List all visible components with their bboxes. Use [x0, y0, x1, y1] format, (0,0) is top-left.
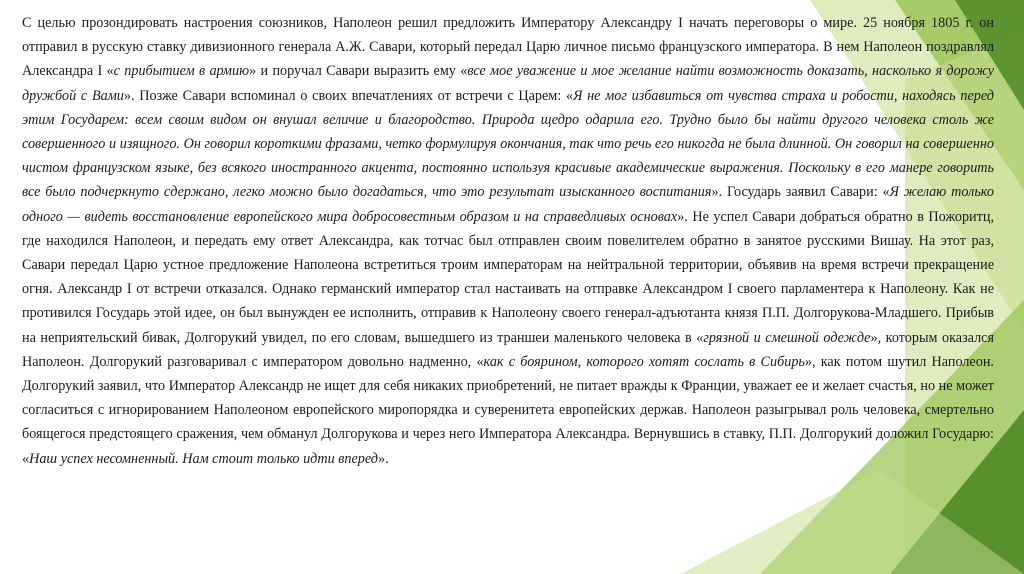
quote-segment: Я желаю только одного — видеть восстановление европейского мира добросовестным образом и на справедливых основах [22, 184, 994, 225]
text-segment: » и поручал Савари выразить ему « [249, 63, 468, 80]
quote-segment: грязной и смешной одежде [703, 329, 871, 346]
text-segment: », как потом шутил Наполеон. Долгорукий заявил, что Император Александр не ищет для себя никаких приобретений, не питает вражды к Франции, уважает ее и желает счастья, но не может согласиться с игнорированием Наполеоном европейского миропорядка и суверенитета европейских держав. Наполеон разыгрывал роль человека, смертельно боящегося предстоящего сражения, чем обманул Долгорукова и через него Императора Александра. Вернувшись в ставку, П.П. Долгорукий доложил Государю: « [22, 353, 994, 467]
document-body [22, 11, 994, 471]
quote-segment: как с боярином, которого хотят сослать в Сибирь [483, 353, 805, 370]
text-segment: », которым оказался Наполеон. Долгорукий разговаривал с императором довольно надменно, « [22, 329, 994, 370]
quote-segment: с прибытием в армию [113, 63, 250, 80]
text-segment: ». Государь заявил Савари: « [711, 184, 890, 201]
quote-segment: Наш успех несомненный. Нам стоит только идти вперед [29, 450, 378, 467]
text-segment: ». Не успел Савари добраться обратно в Пожоритц, где находился Наполеон, и передать ему ответ Александра, как тотчас был отправлен своим повелителем обратно в занятое русскими Вишау. На этот раз, Савари передал Царю устное предложение Наполеона встретиться троим императорам на нейтральной территории, объявив на время встречи прекращение огня. Александр I от встречи отказался. Однако германский император стал настаивать на отправке Александром I своего парламентера к Наполеону. Как не противился Государь этой идее, он был вынужден ее исполнить, отправив к Наполеону своего генерал-адъютанта князя П.П. Долгорукова-Младшего. Прибыв на неприятельский бивак, Долгорукий увидел, по его словам, вышедшего из траншеи маленького человека в « [22, 208, 994, 346]
text-segment: ». [378, 450, 389, 467]
text-segment: С целью прозондировать настроения союзников, Наполеон решил предложить Императору Александру I начать переговоры о мире. 25 ноября 1805 г. он отправил в русскую ставку дивизионного генерала А.Ж. Савари, который передал Царю личное письмо французского императора. В нем Наполеон поздравлял Александра I « [22, 15, 994, 80]
text-segment: ». Позже Савари вспоминал о своих впечатлениях от встречи с Царем: « [123, 87, 574, 104]
main-paragraph [22, 11, 994, 471]
quote-segment: Я не мог избавиться от чувства страха и робости, находясь перед этим Государем: всем своим видом он внушал величие и благородство. Природа щедро одарила его. Трудно было бы найти другого человека столь же совершенного и изящного. Он говорил короткими фразами, четко формулируя окончания, так что речь его никогда не была длинной. Он говорил на совершенно чистом французском языке, без всякого иностранного акцента, постоянно используя красивые академические выражения. Поскольку в его манере говорить все было подчеркнуто сдержано, легко можно было догадаться, что это результат изысканного воспитания [22, 87, 994, 201]
quote-segment: все мое уважение и мое желание найти возможность доказать, насколько я дорожу дружбой с Вами [22, 63, 995, 104]
